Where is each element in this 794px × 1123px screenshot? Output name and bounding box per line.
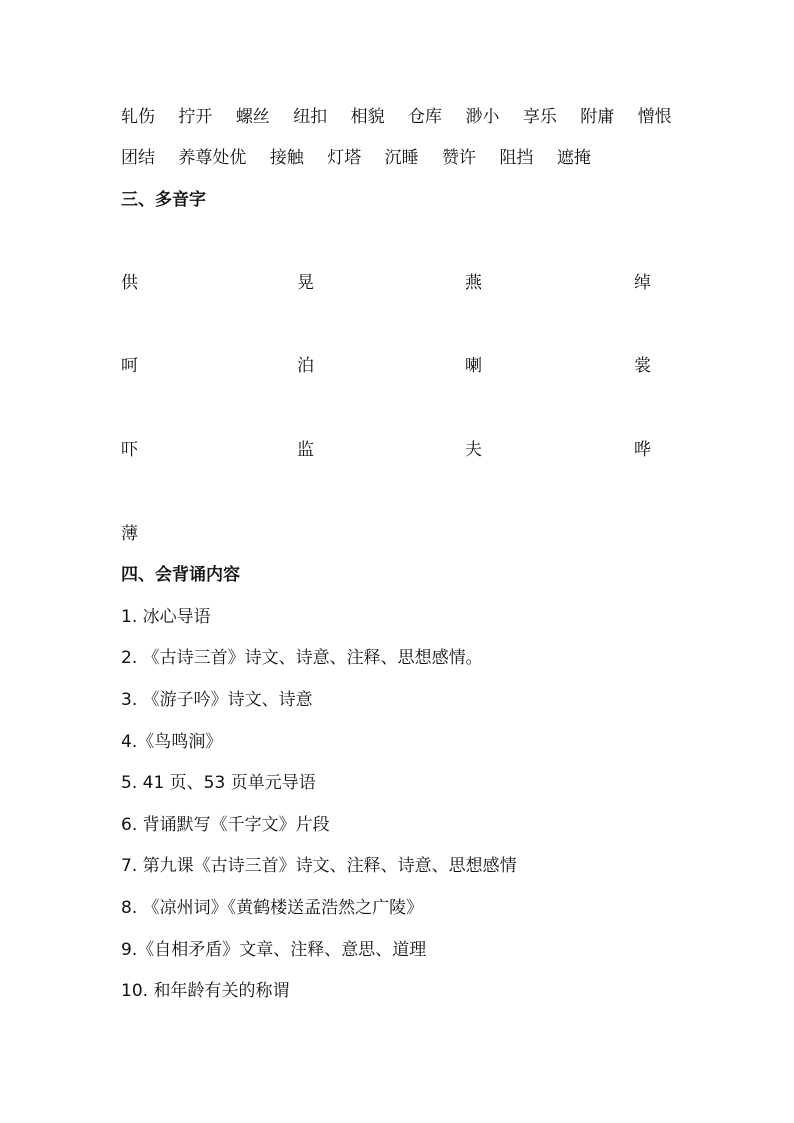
vocab-word: 享乐 [522,107,557,127]
vocab-row-1 [121,105,690,129]
vocab-word: 轧伤 [121,107,155,127]
vocab-word: 灯塔 [327,148,362,168]
vocab-word: 憎恨 [637,107,672,127]
polyphone-char: 哗 [634,440,651,460]
vocab-word: 附庸 [580,107,615,127]
vocab-word: 赞许 [442,148,477,168]
recitation-item: 2. 《古诗三首》诗文、诗意、注释、思想感情。 [121,648,483,668]
recitation-item: 8. 《凉州词》《黄鹤楼送孟浩然之广陵》 [121,898,424,918]
polyphone-char: 泊 [297,356,314,376]
polyphone-char: 喇 [465,356,482,376]
recitation-item: 6. 背诵默写《千字文》片段 [121,815,330,835]
vocab-word: 沉睡 [384,148,419,168]
vocab-word: 阻挡 [499,148,534,168]
vocab-word: 渺小 [465,107,500,127]
recitation-item: 10. 和年龄有关的称谓 [121,981,290,1001]
recitation-item: 3. 《游子吟》诗文、诗意 [121,690,313,710]
polyphone-char: 监 [297,440,314,460]
vocab-row-2 [121,146,609,170]
polyphone-char: 夫 [465,440,482,460]
polyphone-char: 晃 [297,273,314,293]
polyphone-char: 薄 [121,524,138,544]
vocab-word: 仓库 [408,107,443,127]
polyphone-char: 燕 [465,273,482,293]
recitation-item: 9.《自相矛盾》文章、注释、意思、道理 [121,940,427,960]
vocab-word: 纽扣 [293,107,328,127]
polyphone-char: 绰 [634,273,651,293]
vocab-word: 遮掩 [556,148,591,168]
vocab-word: 养尊处优 [178,148,247,168]
recitation-item: 4.《鸟鸣涧》 [121,732,223,752]
section-heading-recitation: 四、会背诵内容 [121,565,240,585]
recitation-item: 5. 41 页、53 页单元导语 [121,773,316,793]
vocab-word: 团结 [121,148,155,168]
recitation-item: 1. 冰心导语 [121,607,211,627]
polyphone-char: 裳 [634,356,651,376]
recitation-item: 7. 第九课《古诗三首》诗文、注释、诗意、思想感情 [121,856,517,876]
polyphone-char: 呵 [121,356,138,376]
polyphone-char: 吓 [121,440,138,460]
section-heading-polyphones: 三、多音字 [121,190,206,210]
vocab-word: 拧开 [178,107,213,127]
vocab-word: 螺丝 [235,107,270,127]
polyphone-char: 供 [121,273,138,293]
vocab-word: 接触 [269,148,304,168]
vocab-word: 相貌 [350,107,385,127]
